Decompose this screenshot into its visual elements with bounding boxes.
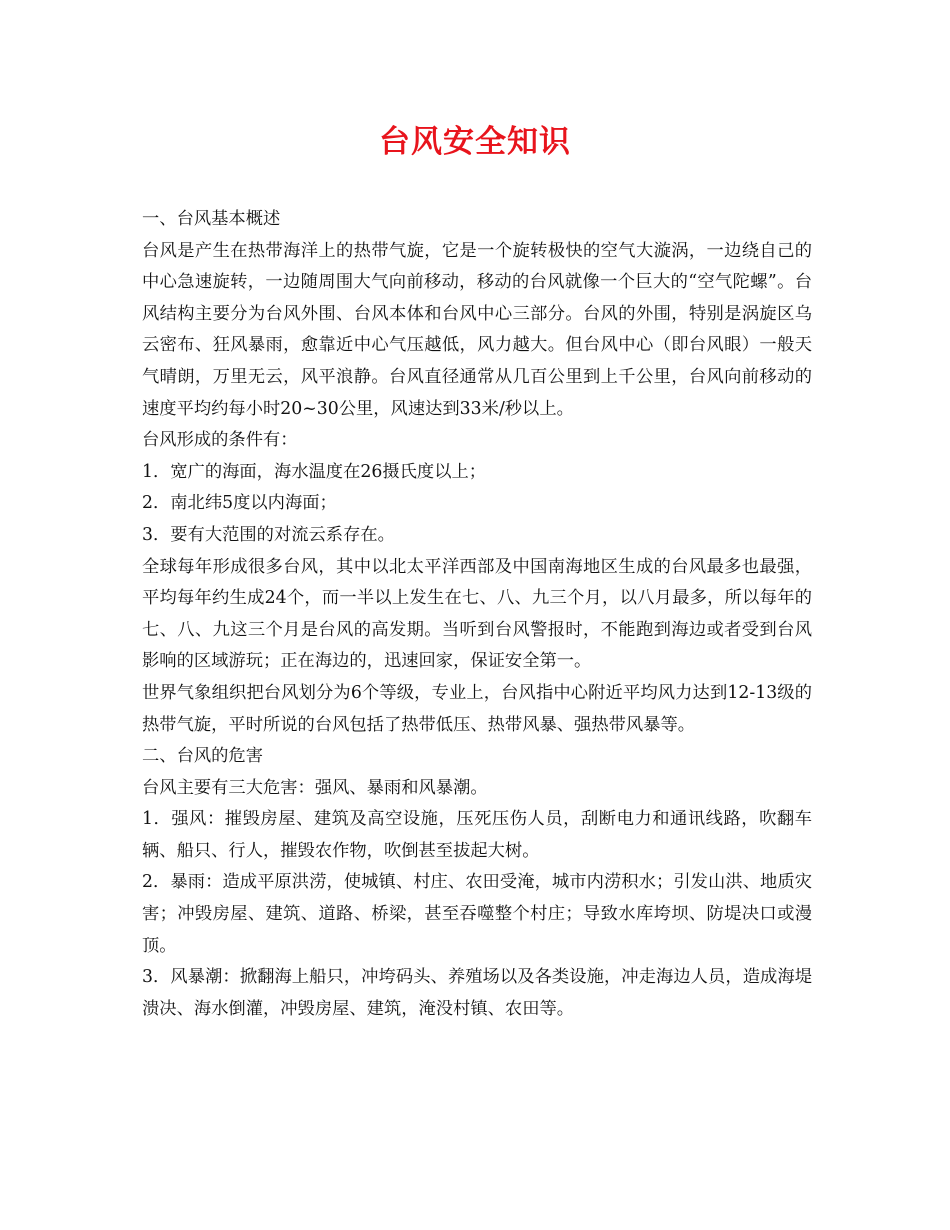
body-paragraph: 台风是产生在热带海洋上的热带气旋，它是一个旋转极快的空气大漩涡，一边绕自己的中心急速旋转，一边随周围大气向前移动，移动的台风就像一个巨大的“空气陀螺”。台风结构主要分为台风外围、台风本体和台风中心三部分。台风的外围，特别是涡旋区乌云密布、狂风暴雨，愈靠近中心气压越低，风力越大。但台风中心（即台风眼）一般天气晴朗，万里无云，风平浪静。台风直径通常从几百公里到上千公里，台风向前移动的速度平均约每小时20~30公里，风速达到33米/秒以上。 [142,240,812,419]
section-heading: 一、台风基本概述 [142,209,281,229]
list-item: 1．宽广的海面，海水温度在26摄氏度以上； [142,461,487,482]
body-paragraph: 全球每年形成很多台风，其中以北太平洋西部及中国南海地区生成的台风最多也最强，平均每年约生成24个，而一半以上发生在七、八、九三个月，以八月最多，所以每年的七、八、九这三个月是台风的高发期。当听到台风警报时，不能跑到海边或者受到台风影响的区域游玩；正在海边的，迅速回家，保证安全第一。 [142,556,812,672]
body-paragraph: 台风主要有三大危害：强风、暴雨和风暴潮。 [142,777,488,798]
list-item: 2．南北纬5度以内海面； [142,493,337,514]
list-item: 3．要有大范围的对流云系存在。 [142,524,395,545]
list-item: 2．暴雨：造成平原洪涝，使城镇、村庄、农田受淹，城市内涝积水；引发山洪、地质灾害；冲毁房屋、建筑、道路、桥梁，甚至吞噬整个村庄；导致水库垮坝、防堤决口或漫顶。 [142,872,812,956]
body-paragraph: 台风形成的条件有： [142,430,298,451]
body-paragraph: 世界气象组织把台风划分为6个等级，专业上，台风指中心附近平均风力达到12-13级的热带气旋，平时所说的台风包括了热带低压、热带风暴、强热带风暴等。 [142,682,812,735]
document-body [142,204,812,1025]
document-title: 台风安全知识 [379,124,571,160]
list-item: 3．风暴潮：掀翻海上船只，冲垮码头、养殖场以及各类设施，冲走海边人员，造成海堤溃决、海水倒灌，冲毁房屋、建筑，淹没村镇、农田等。 [142,967,812,1019]
section-heading: 二、台风的危害 [142,746,263,767]
list-item: 1．强风：摧毁房屋、建筑及高空设施，压死压伤人员，刮断电力和通讯线路，吹翻车辆、船只、行人，摧毁农作物，吹倒甚至拔起大树。 [142,809,812,861]
